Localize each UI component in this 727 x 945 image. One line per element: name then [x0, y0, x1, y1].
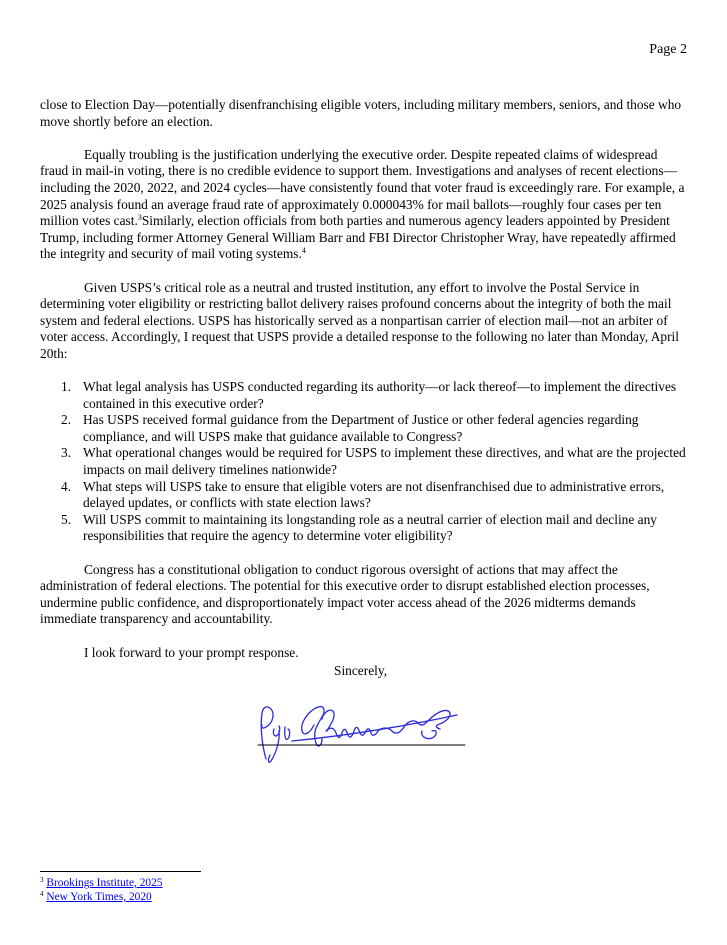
signature [252, 697, 468, 765]
question-item [40, 512, 687, 545]
question-number: 3. [61, 445, 72, 461]
page-number: Page 2 [649, 42, 687, 57]
paragraph-oversight: Congress has a constitutional obligation to conduct rigorous oversight of actions that may affect the administration of federal elections. The potential for this executive order to disrupt established election processes, undermine public confidence, and disproportionately impact voter access ahead of the 2026 midterms demands immediate transparency and accountability. [40, 561, 650, 627]
question-text: What operational changes would be required for USPS to implement these directives, and what are the projected impacts on mail delivery timelines nationwide? [83, 445, 686, 478]
question-text: What legal analysis has USPS conducted regarding its authority—or lack thereof—to implement the directives contained in this executive order? [83, 379, 677, 411]
question-list [40, 379, 687, 545]
footnote-4-number: 4 [40, 890, 44, 898]
question-text: Has USPS received formal guidance from the Department of Justice or other federal agencies regarding compliance, and will USPS make that guidance available to Congress? [83, 412, 639, 444]
question-item [40, 479, 687, 512]
footnote-4-link[interactable]: New York Times, 2020 [46, 891, 152, 903]
footnote-ref-3: 3 [137, 213, 142, 223]
footnote-3 [40, 876, 162, 890]
question-text: Will USPS commit to maintaining its longstanding role as a neutral carrier of election mail and decline any responsibilities that require the agency to determine voter eligibility? [83, 511, 657, 544]
question-item [40, 445, 687, 478]
footnotes [40, 876, 162, 904]
letter-body [40, 97, 687, 678]
question-item [40, 412, 687, 445]
paragraph-closing-line: I look forward to your prompt response. [84, 644, 299, 660]
signature-stroke [378, 710, 450, 733]
signature-stroke [268, 726, 279, 762]
closing-salutation: Sincerely, [334, 663, 388, 678]
question-number: 4. [61, 478, 72, 494]
paragraph-justification-text-a: Equally troubling is the justification underlying the executive order. Despite repeated claims of widespread fraud in mail-in voting, there is no credible evidence to support them. Investigations and analyses of recent elections—including the 2020, 2022, and 2024 cycles—have consistently found that voter fraud is exceedingly rare. For example, a 2025 analysis found an average fraud rate of approximately 0.000043% for mail ballots—roughly four cases per ten million votes cast. [40, 146, 685, 229]
question-text: What steps will USPS take to ensure that eligible voters are not disenfranchised due to administrative errors, delayed updates, or conflicts with state election laws? [83, 478, 665, 511]
question-number: 2. [61, 412, 72, 428]
paragraph-request: Given USPS’s critical role as a neutral and trusted institution, any effort to involve the Postal Service in determining voter eligibility or restricting ballot delivery raises profound concerns about the integrity of both the mail system and federal elections. USPS has historically served as a nonpartisan carrier of election mail—not an arbiter of voter access. Accordingly, I request that USPS provide a detailed response to the following no later than Monday, April 20th: [40, 279, 680, 361]
footnote-4 [40, 890, 162, 904]
paragraph-justification-text-b: Similarly, election officials from both parties and numerous agency leaders appointed by President Trump, including former Attorney General William Barr and FBI Director Christopher Wray, have repeatedly affirmed the integrity and security of mail voting systems. [40, 213, 676, 262]
question-item [40, 379, 687, 412]
question-number: 5. [61, 511, 72, 527]
question-number: 1. [61, 379, 72, 395]
footnote-3-link[interactable]: Brookings Institute, 2025 [46, 877, 163, 889]
signature-stroke [422, 730, 436, 738]
signature-stroke [285, 727, 290, 739]
footnote-3-number: 3 [40, 876, 44, 884]
paragraph-justification [40, 147, 687, 263]
paragraph-continuation: close to Election Day—potentially disenfranchising eligible voters, including military members, seniors, and those who move shortly before an election. [40, 97, 682, 129]
footnote-rule [40, 871, 201, 872]
footnote-ref-4: 4 [301, 246, 306, 256]
signature-stroke [261, 707, 273, 759]
